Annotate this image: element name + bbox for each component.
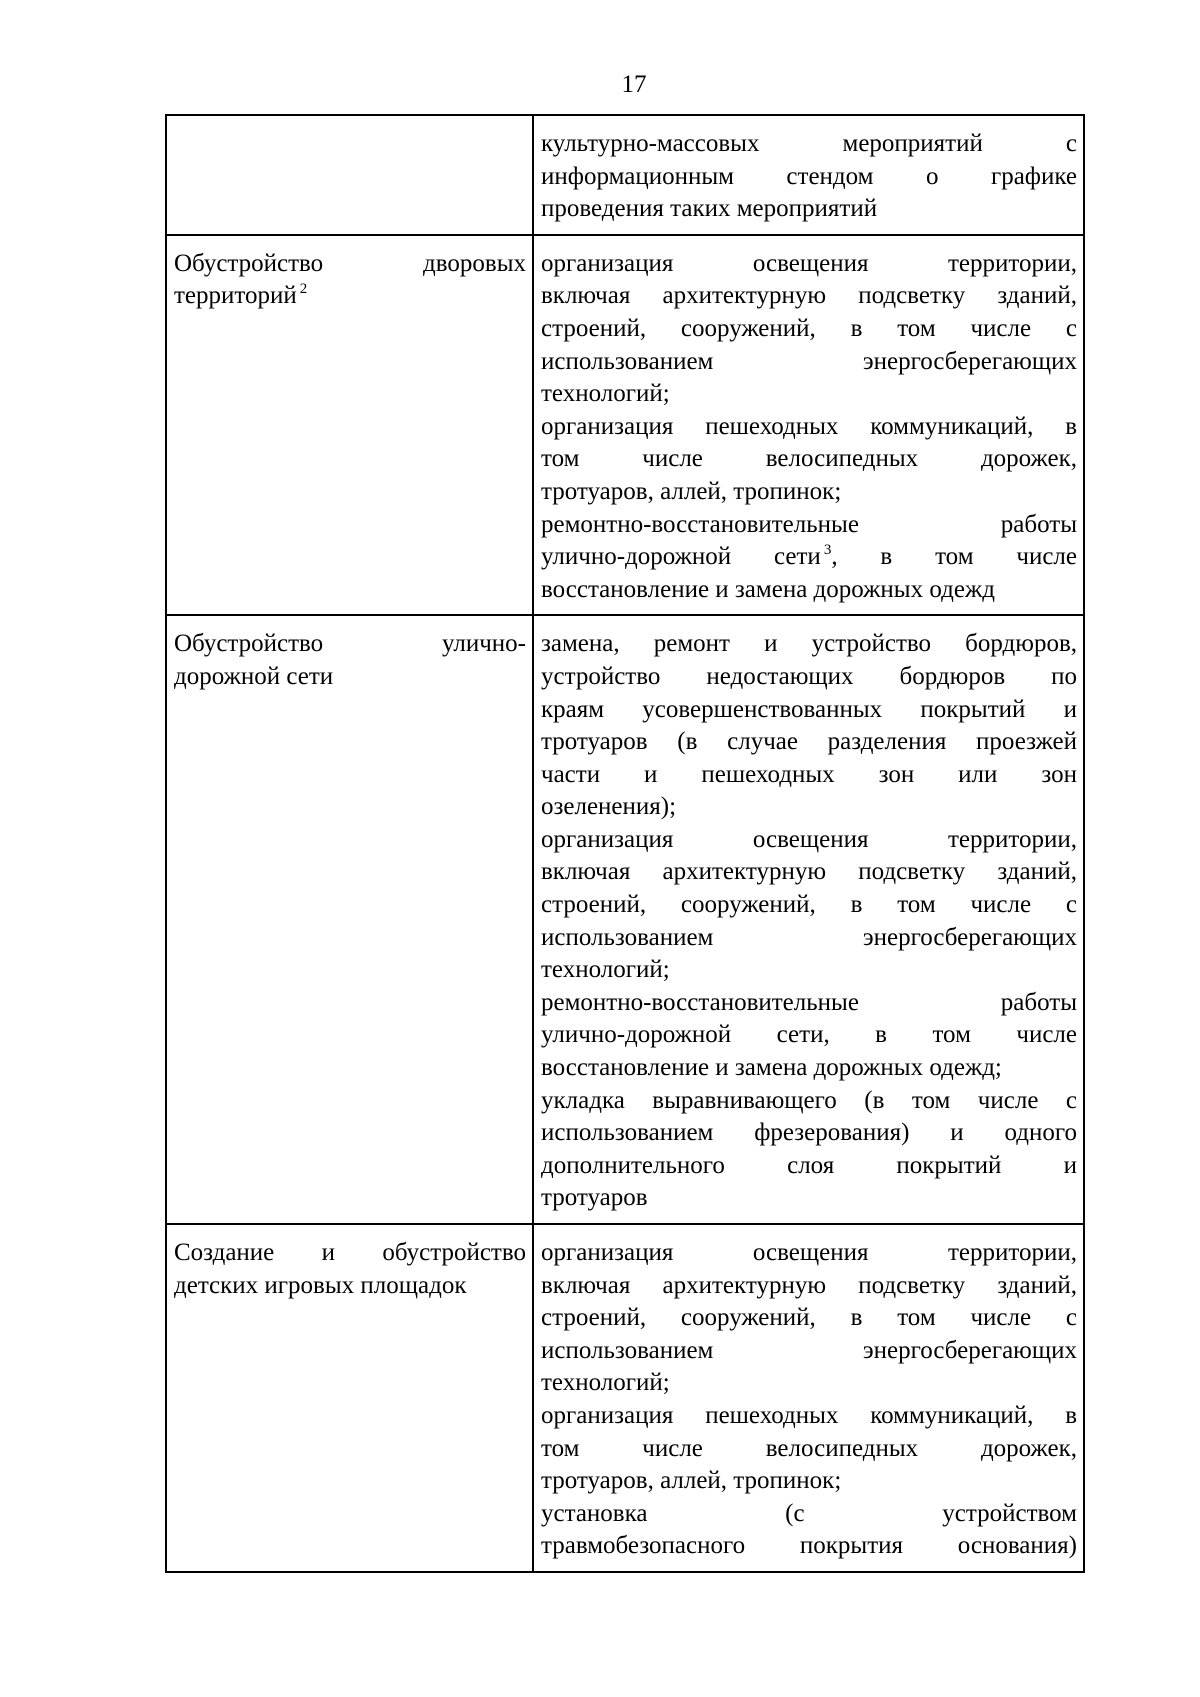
text-line: тротуаров (в случае разделения проезжей: [541, 728, 1077, 756]
text-line: технологий;: [541, 956, 670, 984]
text-line: Обустройство дворовых: [174, 249, 526, 277]
text-line: включая архитектурную подсветку зданий,: [541, 282, 1077, 310]
text-line: использованием энергосберегающих: [541, 347, 1077, 375]
page-number: 17: [621, 71, 647, 98]
text-line: тротуаров, аллей, тропинок;: [541, 1467, 842, 1495]
text-line: озеленения);: [541, 793, 677, 821]
text-line: включая архитектурную подсветку зданий,: [541, 1271, 1077, 1299]
row-measures-cell: [533, 115, 1084, 235]
text-line: краям усовершенствованных покрытий и: [541, 695, 1077, 723]
text-line: организация освещения территории,: [541, 825, 1077, 853]
text-line: организация пешеходных коммуникаций, в: [541, 412, 1077, 440]
text-fragment: улично-дорожной сети: [541, 543, 821, 571]
text-line: строений, сооружений, в том числе с: [541, 1304, 1077, 1332]
text-line: организация освещения территории,: [541, 1239, 1077, 1266]
footnote-marker: 2: [299, 281, 308, 298]
text-line: проведения таких мероприятий: [541, 195, 878, 223]
text-line: части и пешеходных зон или зон: [541, 760, 1077, 788]
text-line: включая архитектурную подсветку зданий,: [541, 858, 1077, 886]
text-line: информационным стендом о графике: [541, 162, 1077, 190]
text-line: устройство недостающих бордюров по: [541, 662, 1077, 690]
text-line: травмобезопасного покрытия основания): [541, 1532, 1077, 1560]
text-fragment: , в том числе: [831, 543, 1077, 571]
text-line: строений, сооружений, в том числе с: [541, 891, 1077, 919]
table-row: [166, 1224, 1084, 1572]
text-line: [541, 541, 1077, 574]
text-line: тротуаров: [541, 1184, 648, 1212]
text-fragment: территорий: [174, 282, 297, 310]
text-line: дорожной сети: [174, 662, 334, 690]
table-row: [166, 615, 1084, 1224]
text-line: том числе велосипедных дорожек,: [541, 445, 1077, 473]
text-line: культурно-массовых мероприятий с: [541, 130, 1077, 157]
row-measures-cell: [533, 615, 1084, 1224]
text-line: технологий;: [541, 1369, 670, 1397]
text-line: восстановление и замена дорожных одежд;: [541, 1054, 1002, 1082]
text-line: ремонтно-восстановительные работы: [541, 988, 1077, 1016]
text-line: строений, сооружений, в том числе с: [541, 314, 1077, 342]
text-line: улично-дорожной сети, в том числе: [541, 1021, 1077, 1049]
text-line: установка (с устройством: [541, 1499, 1077, 1527]
measures-table: [165, 114, 1085, 1573]
text-line: использованием фрезерования) и одного: [541, 1119, 1077, 1147]
row-measures-cell: [533, 1224, 1084, 1572]
text-line: технологий;: [541, 380, 670, 408]
text-line: использованием энергосберегающих: [541, 1336, 1077, 1364]
row-name-cell: [166, 235, 533, 616]
text-line: Создание и обустройство: [174, 1239, 526, 1266]
text-line: тротуаров, аллей, тропинок;: [541, 477, 842, 505]
row-measures-cell: [533, 235, 1084, 616]
text-line: том числе велосипедных дорожек,: [541, 1434, 1077, 1462]
text-line: детских игровых площадок: [174, 1271, 467, 1299]
footnote-marker: 3: [823, 542, 832, 559]
table-row: [166, 115, 1084, 235]
text-line: организация пешеходных коммуникаций, в: [541, 1401, 1077, 1429]
text-line: использованием энергосберегающих: [541, 923, 1077, 951]
text-line: Обустройство улично-: [174, 630, 526, 658]
text-line: укладка выравнивающего (в том числе с: [541, 1086, 1077, 1114]
text-line: дополнительного слоя покрытий и: [541, 1151, 1077, 1179]
text-line: организация освещения территории,: [541, 249, 1077, 277]
text-line: восстановление и замена дорожных одежд: [541, 575, 995, 603]
row-name-cell: [166, 1224, 533, 1572]
table-row: [166, 235, 1084, 616]
row-name-cell: [166, 115, 533, 235]
row-name-cell: [166, 615, 533, 1224]
text-line: замена, ремонт и устройство бордюров,: [541, 630, 1077, 658]
text-line: [174, 280, 526, 313]
text-line: ремонтно-восстановительные работы: [541, 510, 1077, 538]
